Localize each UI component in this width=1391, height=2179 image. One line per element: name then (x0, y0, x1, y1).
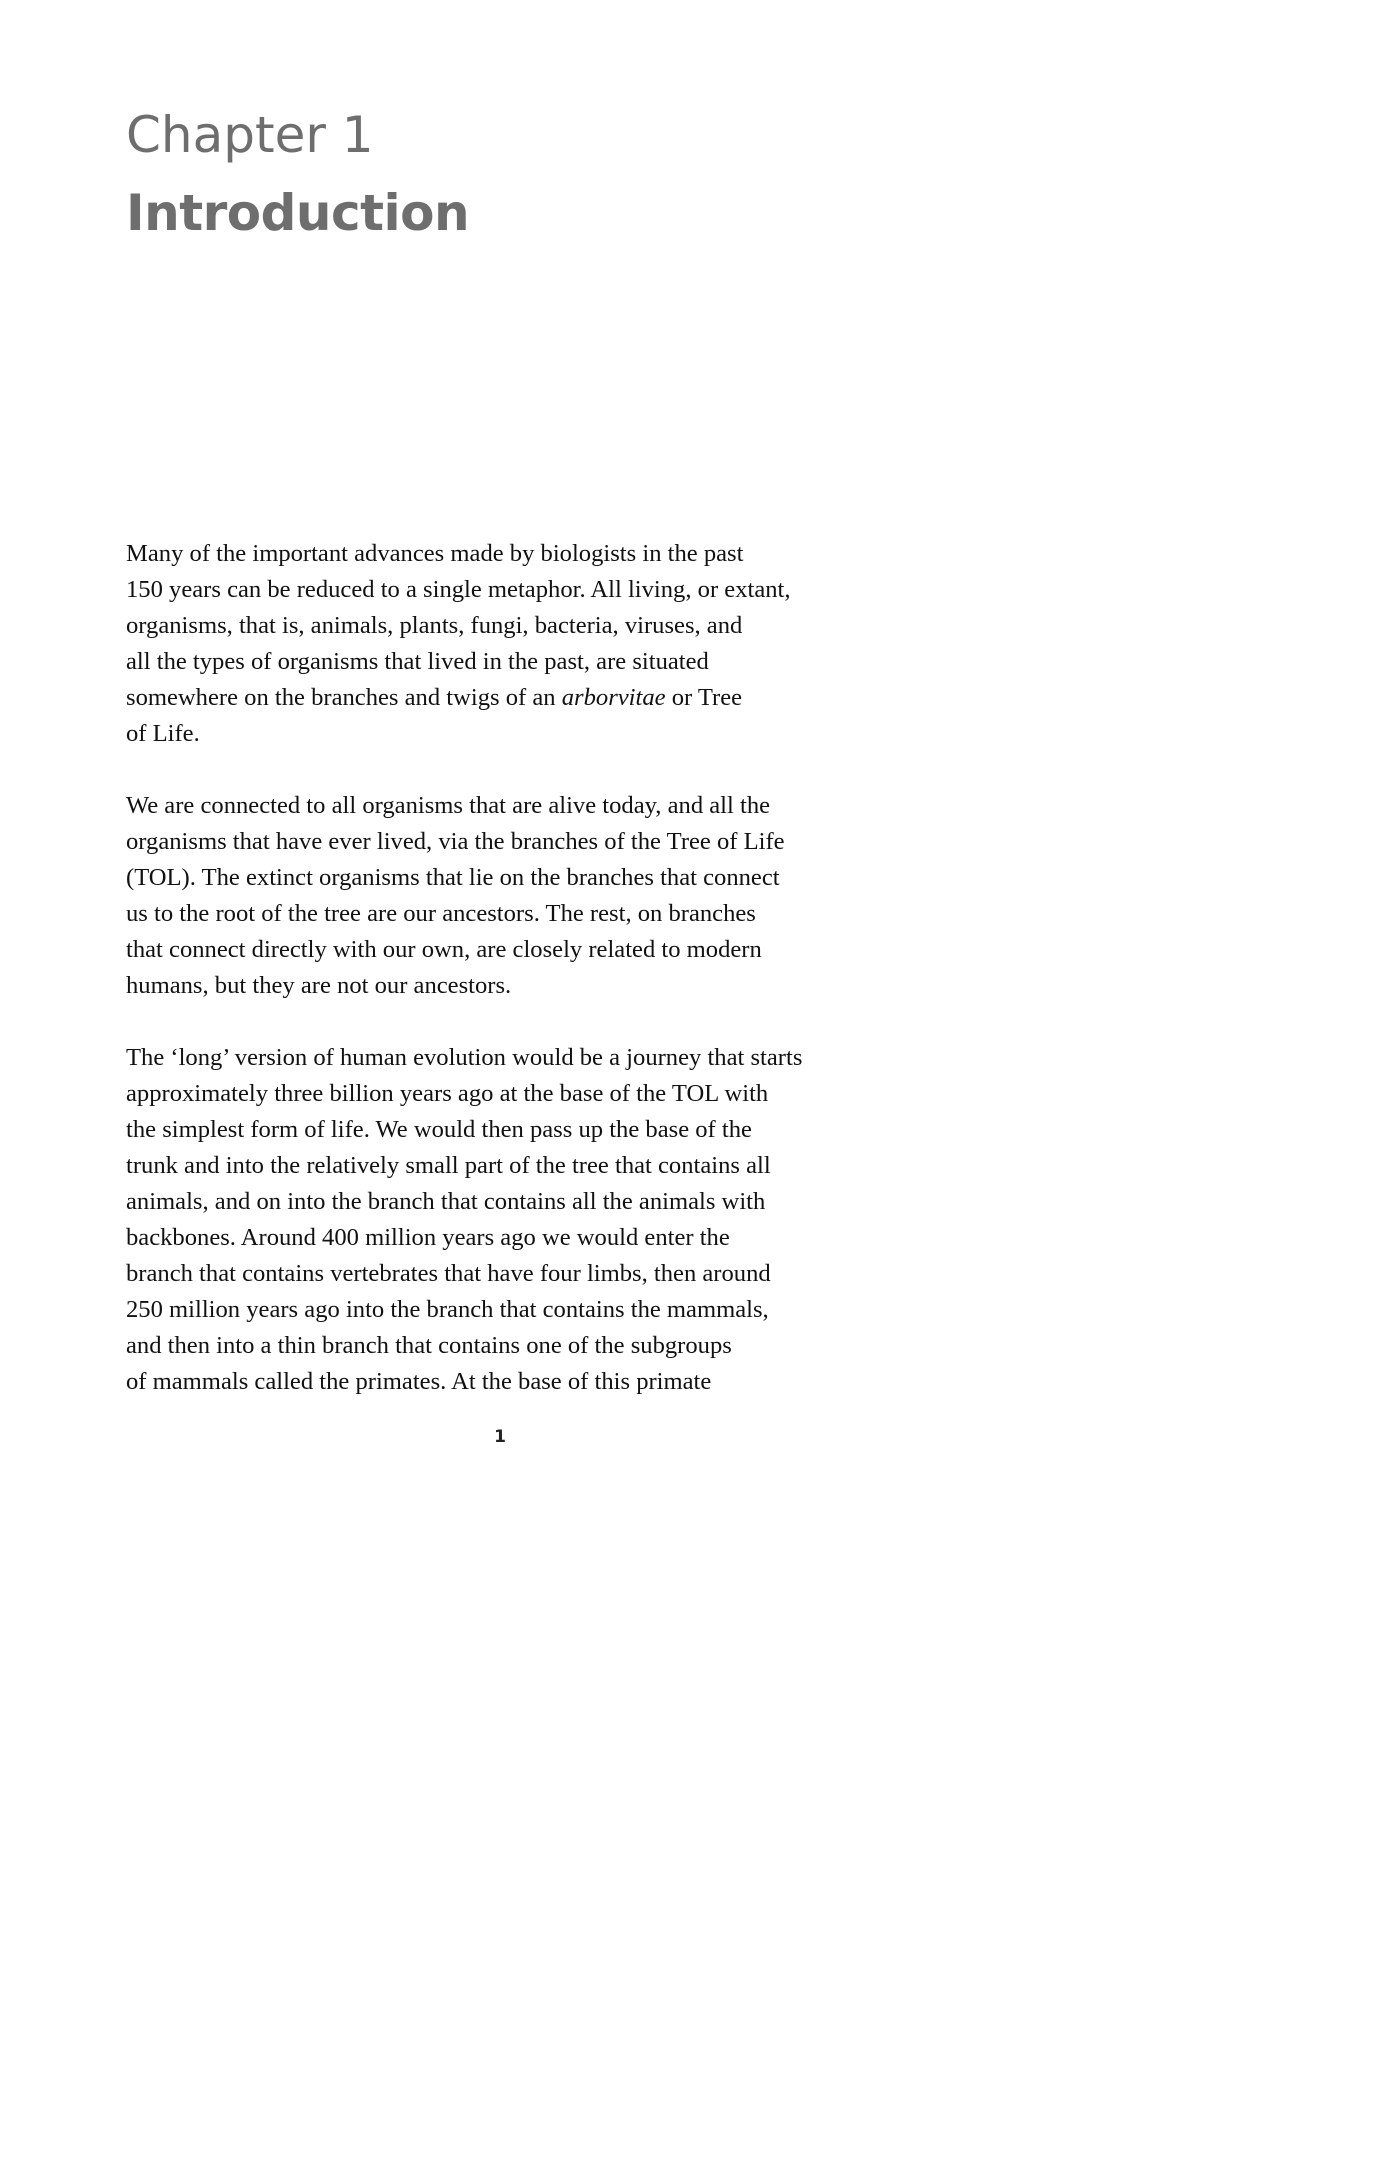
text-line: The ‘long’ version of human evolution would be a journey that starts (126, 1044, 803, 1071)
text-line: branch that contains vertebrates that have four limbs, then around (126, 1260, 771, 1287)
text-line: and then into a thin branch that contains one of the subgroups (126, 1332, 732, 1359)
body-text (126, 536, 886, 1400)
text-line: 150 years can be reduced to a single metaphor. All living, or extant, (126, 576, 791, 603)
text-line: that connect directly with our own, are closely related to modern (126, 936, 762, 963)
text-line: trunk and into the relatively small part of the tree that contains all (126, 1152, 771, 1179)
text-line: all the types of organisms that lived in the past, are situated (126, 648, 709, 675)
text-line: of Life. (126, 720, 200, 747)
text-line: 250 million years ago into the branch that contains the mammals, (126, 1296, 769, 1323)
text-line: backbones. Around 400 million years ago we would enter the (126, 1224, 730, 1251)
paragraph (126, 536, 886, 752)
text-line: humans, but they are not our ancestors. (126, 972, 512, 999)
text-line: Many of the important advances made by biologists in the past (126, 540, 744, 567)
page-number: 1 (494, 1427, 506, 1447)
italic-term: arborvitae (561, 684, 666, 711)
text-line (126, 680, 886, 716)
paragraph (126, 1040, 886, 1400)
paragraph (126, 788, 886, 1004)
chapter-label: Chapter 1 (126, 106, 374, 164)
text-segment: somewhere on the branches and twigs of an (126, 684, 562, 711)
text-line: of mammals called the primates. At the base of this primate (126, 1368, 712, 1395)
text-segment: or Tree (665, 684, 743, 711)
text-line: We are connected to all organisms that are alive today, and all the (126, 792, 771, 819)
text-line: approximately three billion years ago at the base of the TOL with (126, 1080, 769, 1107)
text-line: (TOL). The extinct organisms that lie on the branches that connect (126, 864, 780, 891)
text-line: us to the root of the tree are our ancestors. The rest, on branches (126, 900, 756, 927)
text-line: animals, and on into the branch that contains all the animals with (126, 1188, 766, 1215)
chapter-title: Introduction (126, 184, 470, 242)
text-line: organisms that have ever lived, via the branches of the Tree of Life (126, 828, 785, 855)
text-line: organisms, that is, animals, plants, fungi, bacteria, viruses, and (126, 612, 743, 639)
text-line: the simplest form of life. We would then pass up the base of the (126, 1116, 752, 1143)
